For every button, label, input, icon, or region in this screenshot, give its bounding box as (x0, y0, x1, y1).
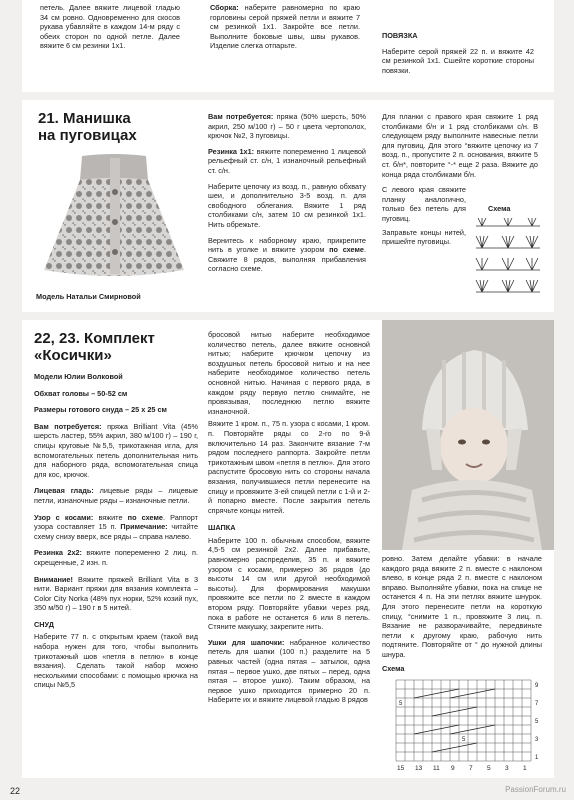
s22-attn-lead: Внимание! (34, 574, 73, 584)
s22-face-lead: Лицевая гладь: (34, 486, 94, 496)
s21-p4: С левого края свяжите планку аналогично, только без петель для пуговиц. (382, 185, 466, 223)
section-21-col-2 (208, 112, 366, 277)
s21-p2c: . Свяжите 8 рядов, выполняя прибавления согласно схеме. (208, 245, 366, 274)
section-21-title (38, 110, 137, 144)
headband-title: ПОВЯЗКА (382, 31, 418, 40)
s22-col2-p2: Вяжите 1 кром. п., 75 п. узора с косами, 1 кром. п. Повторяйте ряды со 2-го по 9-й включительно 14 раз. Закончите вязание 7-м рядом последнего раппорта. Закройте петли трикотажным швом «петля в петлю». Для этого распустите бросовую нить со стороны начала вязания, получившиеся петли перенесите на спицу и провяжите 3-ей спицей петли с 1-й и 2-й попарно вместе. После закрытия петель спрячьте концы нитей. (208, 419, 370, 515)
section-21 (22, 100, 554, 312)
page-number: 22 (10, 786, 21, 796)
s21-scheme-link: по схеме (329, 245, 364, 255)
s21-need-lead: Вам потребуется: (208, 112, 274, 121)
section-22-title-line2: «Косички» (34, 347, 112, 364)
scheme-col-number: 15 (397, 765, 405, 772)
s22-ears-text: набранное количество петель для шапки (100 п.) разделите на 5 равных частей (одна пятая – затылок, одна пятая – первое ушко, две пятых – перед, одна пятая – второе ушко). Таким образом, на первое ушко приходится примерно 20 п. Наберите их и вяжите лицевой гладью 8 рядов (208, 637, 371, 705)
scheme-row-label: 7 (535, 701, 539, 707)
s21-crochet-scheme (472, 216, 544, 296)
scheme-col-number: 7 (469, 765, 473, 772)
s22-braid-link: по схеме (127, 512, 163, 522)
s22-braid-text-a: вяжите (93, 512, 128, 522)
s22-braid-text-b: . Раппорт узора составляет 15 п. (34, 512, 198, 532)
s22-note-text: читайте схему снизу вверх, все ряды – справа налево. (34, 522, 199, 541)
knitted-collar-image (34, 152, 194, 282)
section-22-col-1 (34, 372, 198, 693)
s21-rib-lead: Резинка 1х1: (208, 146, 255, 156)
top-col-3 (382, 3, 534, 75)
s22-braid-lead: Узор с косами: (34, 512, 94, 522)
s22-model: Модели Юлии Волковой (34, 372, 123, 381)
section-22-col-3: ровно. Затем делайте убавки: в начале каждого ряда вяжите 2 п. вместе с наклоном влево, в конце ряда 2 п. вместе с наклоном вправо. Выполняйте убавки, пока на спице не останется 4 п. На эти петлях вяжите шнурок. Для этого перенесите петли на короткую спицу, °снимите 1 п., провяжите 3 лиц. п. Вязание не разворачивайте, передвиньте петли к другому краю, рабочую нить подтяните. Повторяйте от ° до нужной длины шнура. (382, 554, 542, 659)
section-22-title-line1: 22, 23. Комплект (34, 330, 155, 347)
s22-need-lead: Вам потребуется: (34, 421, 102, 431)
s22-face-text: лицевые ряды – лицевые петли, изнаночные ряды – изнаночные петли. (34, 486, 198, 505)
s22-rib-text: вяжите попеременно 2 лиц. п. скрещенные, 2 изн. п. (34, 548, 198, 567)
scheme-row-label: 9 (535, 683, 539, 689)
scheme-col-number: 1 (523, 765, 527, 772)
section-22-23 (22, 320, 554, 778)
s22-sizes: Размеры готового снуда – 25 х 25 см (34, 405, 167, 415)
child-photo (382, 320, 554, 550)
s22-rib-lead: Резинка 2х2: (34, 548, 82, 558)
section-21-title-line2: на пуговицах (38, 127, 137, 144)
collar-photo (34, 152, 194, 282)
scheme-cable-mark (414, 725, 459, 734)
section-21-model: Модель Натальи Смирновой (36, 292, 141, 301)
assembly-lead: Сборка: (210, 3, 239, 12)
scheme-row-label: 1 (535, 755, 539, 761)
scheme-row-label: 3 (535, 737, 539, 743)
s21-need-text: пряжа (50% шерсть, 50% акрил, 250 м/100 г) – 50 г цвета чертополох, крючок №2, 3 пуговицы. (208, 112, 366, 141)
scheme-col-number: 5 (487, 765, 491, 772)
scheme-row-label: 5 (535, 719, 539, 725)
s21-p2a: Вернитесь к наборному краю, прикрепите нить в уголке и вяжите узором (208, 235, 366, 255)
top-section (22, 0, 554, 92)
s21-rib-text: вяжите попеременно 1 лицевой рельефный ст. с/н, 1 изнаночный рельефный ст. с/н. (208, 146, 367, 175)
scheme-mark-label: 5 (399, 701, 403, 707)
section-21-title-line1: 21. Манишка (38, 110, 131, 127)
s22-note-lead: Примечание: (120, 522, 168, 532)
s21-p3: Для планки с правого края свяжите 1 ряд столбиками б/н и 1 ряд столбиками с/н. В следующем ряду выполните навесные петли для пуговиц. Для этого °вяжите цепочку из 7 возд. п., пропустите 2 п. основания, вяжите 5 ст. б/н*, повторите °-* еще 2 раза. Вяжите до конца ряда столбиками б/н. (382, 112, 538, 179)
scheme-col-number: 9 (451, 765, 455, 772)
scheme-cable-mark (450, 725, 495, 734)
s21-p1: Наберите цепочку из возд. п., равную обхвату шеи, и дополнительно 3-5 возд. п. для свободного облегания. Вяжите 1 ряд столбиками с/н, затем 10 см резинкой 1х1. Нить обрежьте. (208, 181, 366, 229)
top-col-1: петель. Далее вяжите лицевой гладью 34 см ровно. Одновременно для скосов рукава убавляйте в каждом 14-м ряду с обеих сторон по одной петле. Далее вяжите 6 см резинки 1х1. (40, 3, 180, 51)
s21-p5: Заправьте концы нитей, пришейте пуговицы. (382, 227, 466, 247)
s22-col2-p1: бросовой нитью наберите необходимое количество петель, далее вяжите основной нитью; наберите крючком цепочку из воздушных петель бросовой нитью и на нее наберите необходимое количество петель основной нитью. Начиная с первого ряда, в каждом ряду первую петлю снимайте, не провязывая, последнюю петлю вяжите изнаночной. (208, 330, 370, 416)
s21-scheme-label: Схема (488, 204, 511, 213)
s22-hat-title: ШАПКА (208, 523, 236, 533)
s22-need-text: пряжа Brilliant Vita (45% шерсть ластер, 55% акрил, 380 м/100 г) – 190 г, спицы круговые №5,5, трикотажная игла, для вспомогательных петель дополнительная нить для наборного ряда, вспомогательная спица для кос, крючок. (34, 421, 198, 479)
scheme-cable-mark (432, 707, 477, 716)
scheme-mark-label: 5 (462, 737, 466, 743)
section-22-title (34, 330, 155, 364)
braid-scheme-chart (382, 676, 550, 772)
s22-attn-text: Вяжите пряжей Brilliant Vita в 3 нити. Вариант пряжи для вязания комплекта – Color City Norka (48% пух норки, 52% козий пух, 350 м/50 г) – 190 г в 5 нитей. (34, 574, 198, 613)
scheme-col-number: 11 (433, 765, 440, 772)
s22-snood-text: Наберите 77 п. с открытым краем (такой вид набора нужен для того, чтобы выполнить трикотажный шов «петля в петлю» в конце вязания). Сделать такой набор можно несколькими способами: с помощью крючка на спицы №5,5 (34, 632, 198, 690)
s22-hat-text: Наберите 100 п. обычным способом, вяжите 4,5-5 см резинкой 2х2. Далее прибавьте, равномерно распределив, 35 п. и вяжите узором с косами, примерно 36 рядов (до высоты 14 см или другой необходимой высоты). Для формирования макушки провяжите все петли по 2 вместе в каждом втором ряду. Повторяйте убавки через ряд, пока в работе не останется 6 или 8 петель. Стяните макушку, закрепите нить. (208, 535, 370, 632)
s22-snood-title: СНУД (34, 619, 54, 629)
top-col-2 (210, 3, 360, 51)
watermark: PassionForum.ru (505, 785, 566, 794)
scheme-cable-mark (414, 689, 459, 698)
scheme-cable-mark (432, 743, 477, 752)
s22-ears-lead: Ушки для шапочки: (208, 637, 285, 647)
headband-text: Наберите серой пряжей 22 п. и вяжите 42 см резинкой 1х1. Сшейте короткие стороны повязки. (382, 46, 534, 75)
s22-head: Обхват головы – 50-52 см (34, 388, 128, 398)
child-in-hat-image (382, 320, 554, 550)
scheme-col-number: 13 (415, 765, 423, 772)
section-22-col-2 (208, 330, 370, 708)
scheme-col-number: 3 (505, 765, 509, 772)
assembly-text: наберите равномерно по краю горловины серой пряжей петли и вяжите 7 см резинкой 1х1. Закройте все петли. Выполните боковые швы, швы рукавов. Изделие слегка отпарьте. (210, 3, 360, 51)
scheme-cable-mark (450, 689, 495, 698)
s22-scheme-label: Схема (382, 664, 405, 673)
